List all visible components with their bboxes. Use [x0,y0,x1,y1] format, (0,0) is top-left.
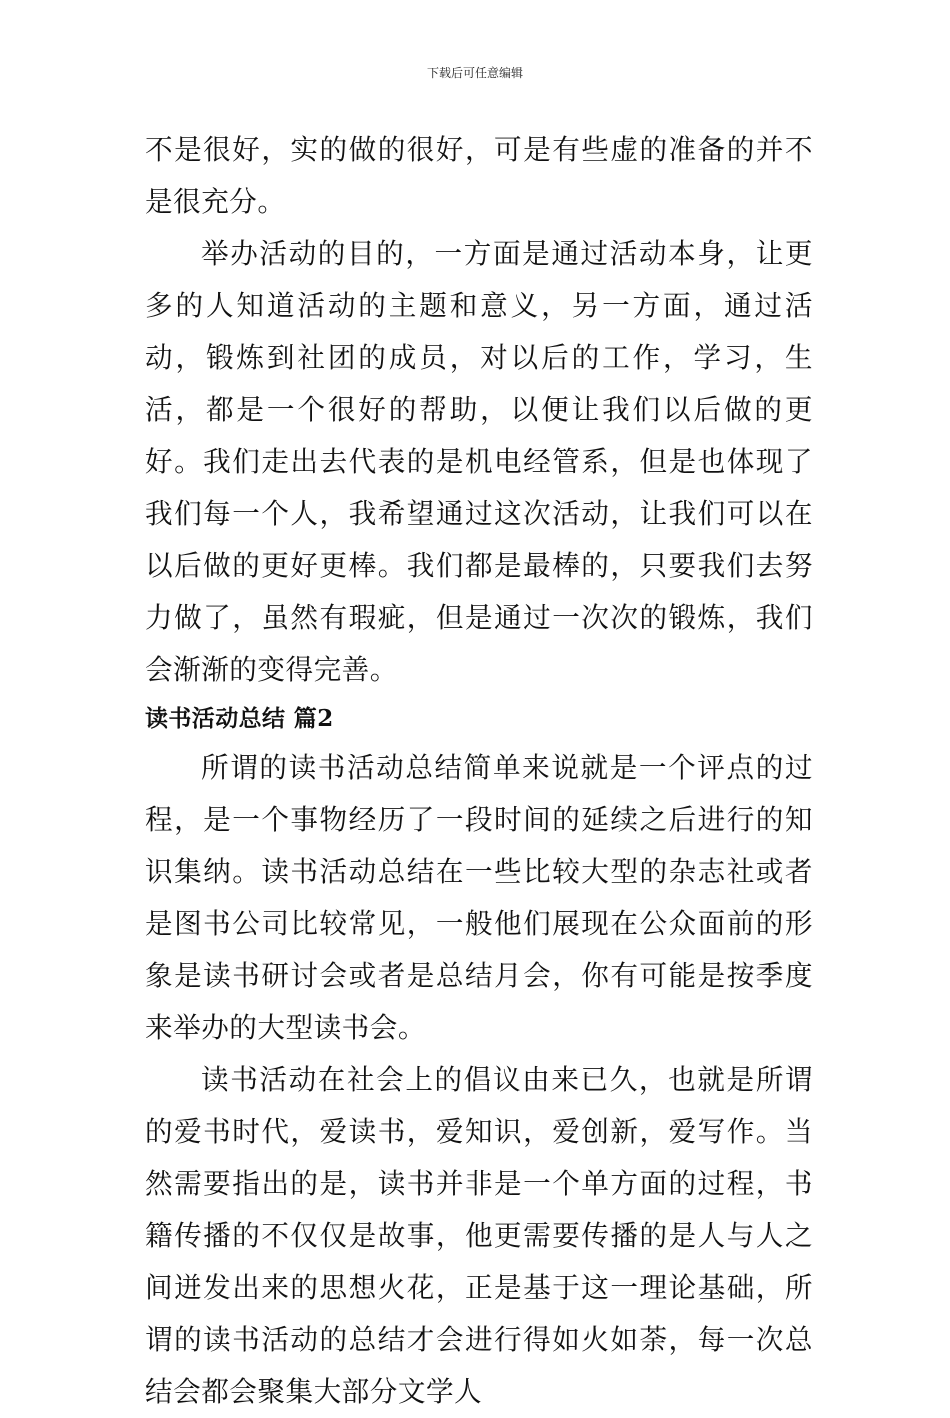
document-body [145,124,813,1418]
paragraph-summary-definition: 所谓的读书活动总结简单来说就是一个评点的过程，是一个事物经历了一段时间的延续之后进行的知识集纳。读书活动总结在一些比较大型的杂志社或者是图书公司比较常见，一般他们展现在公众面前的形象是读书研讨会或者是总结月会，你有可能是按季度来举办的大型读书会。 [145,751,813,1044]
paragraph-activity-purpose: 举办活动的目的，一方面是通过活动本身，让更多的人知道活动的主题和意义，另一方面，通过活动，锻炼到社团的成员，对以后的工作，学习，生活，都是一个很好的帮助，以便让我们以后做的更好。我们走出去代表的是机电经管系，但是也体现了我们每一个人，我希望通过这次活动，让我们可以在以后做的更好更棒。我们都是最棒的，只要我们去努力做了，虽然有瑕疵，但是通过一次次的锻炼，我们会渐渐的变得完善。 [145,237,813,686]
paragraph-reading-initiative: 读书活动在社会上的倡议由来已久，也就是所谓的爱书时代，爱读书，爱知识，爱创新，爱写作。当然需要指出的是，读书并非是一个单方面的过程，书籍传播的不仅仅是故事，他更需要传播的是人与人之间迸发出来的思想火花，正是基于这一理论基础，所谓的读书活动的总结才会进行得如火如荼，每一次总结会都会聚集大部分文学人 [145,1063,813,1408]
paragraph-continued: 不是很好，实的做的很好，可是有些虚的准备的并不是很充分。 [145,133,813,218]
page-header: 下载后可任意编辑 [426,66,523,80]
section-heading: 读书活动总结 篇2 [145,705,334,732]
